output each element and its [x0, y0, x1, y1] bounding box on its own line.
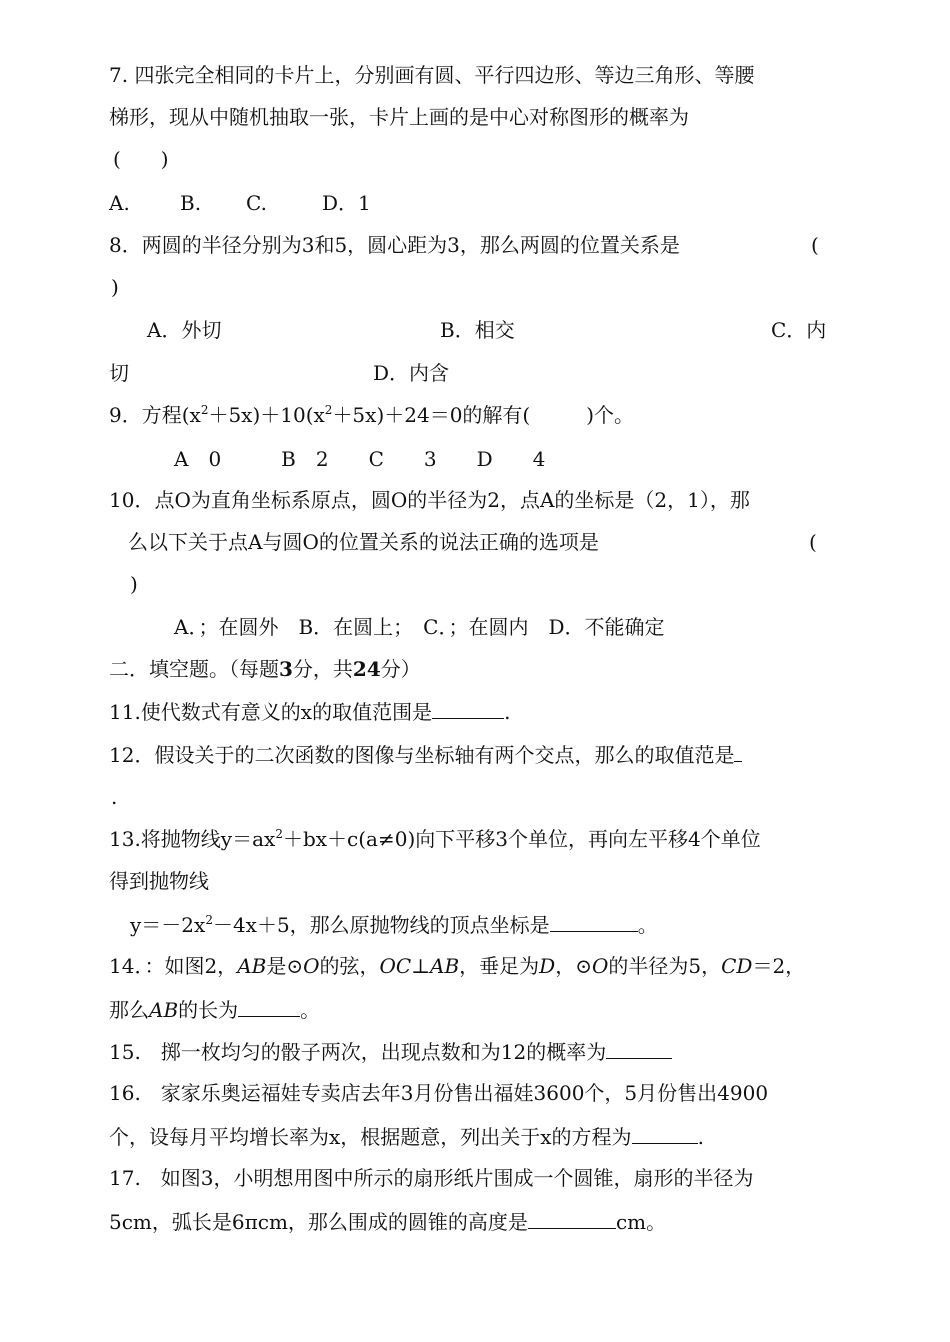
q17-line-2: 5cm，弧长是6πcm，那么围成的圆锥的高度是 cm。 — [109, 1210, 667, 1234]
q10-line-2: 么以下关于点A与圆O的位置关系的说法正确的选项是 — [128, 530, 599, 554]
q14-answer-blank[interactable] — [238, 996, 300, 1017]
q11-answer-blank[interactable] — [432, 698, 504, 719]
q8-option-c: C．内 — [771, 318, 827, 342]
q8-option-c-cont: 切 — [109, 361, 129, 385]
q9-question: 9．方程$(x^2+5x)+10(x^2+5x)+24=0$的解有( )个。 — [109, 403, 635, 427]
q7-option-a: A. — [109, 191, 130, 215]
q15-answer-blank[interactable] — [606, 1038, 672, 1059]
q7-line-1: 7. 四张完全相同的卡片上，分别画有圆、平行四边形、等边三角形、等腰 — [109, 63, 755, 87]
q14-line-2: 那么AB的长为 。 — [109, 998, 321, 1022]
q13-answer-blank[interactable] — [550, 911, 638, 932]
q10-paren-open: ( — [809, 530, 817, 554]
q12-question: 12．假设关于的二次函数的图像与坐标轴有两个交点，那么的取值范是 — [109, 741, 742, 768]
q15-question: 15. 掷一枚均匀的骰子两次，出现点数和为12的概率为 — [109, 1038, 672, 1065]
q10-options: A．；在圆外 B．在圆上； C．；在圆内 D．不能确定 — [174, 615, 665, 639]
q11-question: 11.使代数式有意义的x的取值范围是 . — [109, 700, 511, 724]
q8-option-a: A．外切 — [147, 318, 222, 342]
q17-line-1: 17. 如图3，小明想用图中所示的扇形纸片围成一个圆锥，扇形的半径为 — [109, 1166, 754, 1190]
q8-option-d: D．内含 — [373, 361, 450, 385]
q8-option-b: B．相交 — [440, 318, 515, 342]
q13-line-2: 得到抛物线 — [109, 869, 209, 893]
q8-paren-close: ) — [111, 275, 119, 299]
q9-options: A 0 B 2 C 3 D 4 — [174, 447, 546, 471]
q16-line-1: 16. 家家乐奥运福娃专卖店去年3月份售出福娃3600个，5月份售出4900 — [109, 1081, 769, 1105]
q13-line-3: $y=-2x^2-4x+5$，那么原抛物线的顶点坐标是 。 — [130, 913, 658, 937]
q7-option-b: B. — [180, 191, 202, 215]
q14-line-1: 14．：如图2，AB是⊙O的弦，OC⊥AB，垂足为D，⊙O的半径为5，CD＝2， — [109, 954, 806, 978]
q7-option-c: C. — [246, 191, 267, 215]
q8-line-1: 8．两圆的半径分别为3和5，圆心距为3，那么两圆的位置关系是 — [109, 233, 680, 257]
q16-answer-blank[interactable] — [632, 1123, 698, 1144]
q8-paren-open: ( — [811, 233, 819, 257]
q7-line-2: 梯形，现从中随机抽取一张，卡片上画的是中心对称图形的概率为 — [109, 105, 689, 129]
q12-cont: . — [111, 785, 118, 809]
q12-answer-blank[interactable] — [734, 741, 742, 762]
q13-line-1: 13.将抛物线$y=ax^2+bx+c(a\ne 0)$向下平移3个单位，再向左平移4个单位 — [109, 827, 761, 851]
q10-paren-close: ) — [130, 572, 138, 596]
q7-answer-paren: ( ) — [113, 147, 169, 171]
q10-line-1: 10．点O为直角坐标系原点，圆O的半径为2，点A的坐标是（2，1），那 — [109, 488, 750, 512]
q17-answer-blank[interactable] — [528, 1208, 616, 1229]
q16-line-2: 个，设每月平均增长率为x，根据题意，列出关于x的方程为 . — [109, 1125, 704, 1149]
section-2-heading: 二．填空题。（每题3分，共24分） — [109, 657, 421, 681]
q7-option-d: D．1 — [322, 191, 371, 215]
